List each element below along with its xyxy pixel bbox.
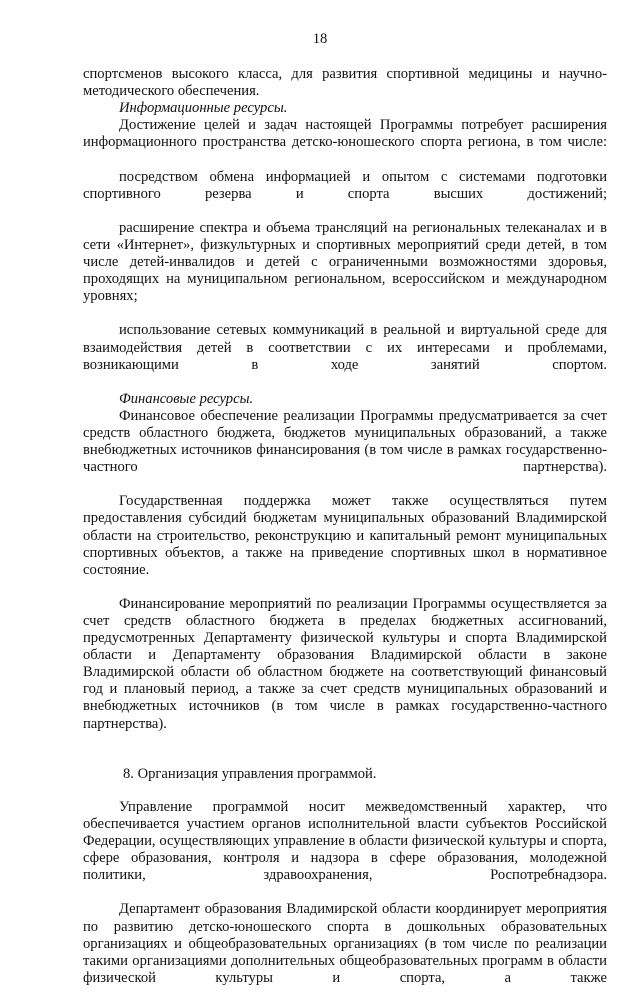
- paragraph-10: Департамент образования Владимирской области координирует мероприятия по развитию детско-юношеского спорта в дошкольных образовательных организациях и общеобразовательных организациях (в том числе по реализации такими организациями дополнительных общеобразовательных программ в области физической культуры и спорта, а также: [83, 901, 607, 986]
- paragraph-7: Государственная поддержка может также осуществляться путем предоставления субсидий бюджетам муниципальных образований Владимирской области на строительство, реконструкцию и капитальный ремонт муниципальных спортивных объектов, а также на приведение спортивных школ в нормативное состояние.: [83, 493, 607, 578]
- subheading-financial-resources: Финансовые ресурсы.: [119, 390, 254, 407]
- paragraph-6: Финансовое обеспечение реализации Программы предусматривается за счет средств областного бюджета, бюджетов муниципальных образований, а также внебюджетных источников финансирования (в том числе в рамках государственно-частного партнерства).: [83, 407, 607, 476]
- document-body: [83, 66, 607, 1004]
- paragraph-8: Финансирование мероприятий по реализации Программы осуществляется за счет средств областного бюджета в пределах бюджетных ассигнований, предусмотренных Департаменту физической культуры и спорта Владимирской области и Департаменту образования Владимирской области в законе Владимирской области об областном бюджете на соответствующий финансовый год и плановый период, а также за счет средств муниципальных образований и внебюджетных источников (в том числе в рамках государственно-частного партнерства).: [83, 595, 607, 732]
- paragraph-5: использование сетевых коммуникаций в реальной и виртуальной среде для взаимодействия детей в соответствии с их интересами и проблемами, возникающими в ходе занятий спортом.: [83, 322, 607, 373]
- paragraph-4: расширение спектра и объема трансляций на региональных телеканалах и в сети «Интернет», физкультурных и спортивных мероприятий среди детей, в том числе детей-инвалидов и детей с ограниченными возможностями здоровья, проходящих на муниципальном региональном, всероссийском и международном уровнях;: [83, 219, 607, 305]
- subheading-information-resources: Информационные ресурсы.: [119, 100, 288, 117]
- page-number: 18: [312, 31, 328, 47]
- section-spacer: [83, 750, 607, 766]
- section-heading-8: 8. Организация управления программой.: [123, 765, 377, 782]
- paragraph-3: посредством обмена информацией и опытом с системами подготовки спортивного резерва и спорта высших достижений;: [83, 168, 607, 202]
- paragraph-2: Достижение целей и задач настоящей Программы потребует расширения информационного пространства детско-юношеского спорта региона, в том числе:: [83, 117, 607, 151]
- paragraph-9: Управление программой носит межведомственный характер, что обеспечивается участием органов исполнительной власти субъектов Российской Федерации, осуществляющих управление в области физической культуры и спорта, сфере образования, контроля и надзора в сфере образования, молодежной политики, здравоохранения, Роспотребнадзора.: [83, 798, 607, 884]
- section-spacer: [83, 783, 607, 799]
- paragraph-1: спортсменов высокого класса, для развития спортивной медицины и научно-методического обеспечения.: [83, 66, 607, 100]
